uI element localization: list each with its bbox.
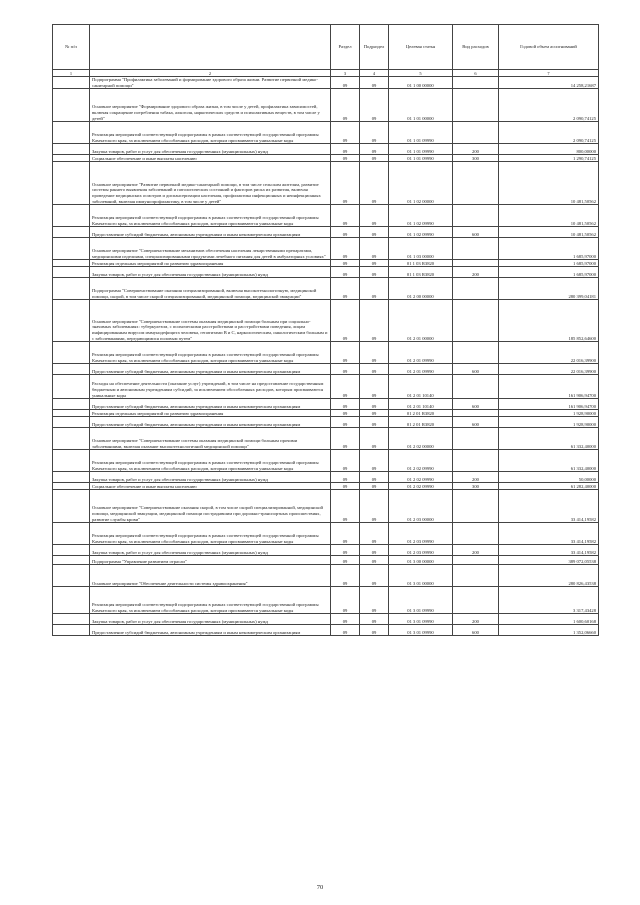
row-expense-type: 600: [453, 364, 499, 375]
row-name: Закупка товаров, работ и услуг для обеспечения государственных (муниципальных) нужд: [90, 144, 331, 155]
row-amount: 161 906,94700: [499, 375, 599, 399]
row-expense-type: 600: [453, 417, 499, 428]
row-expense-type: [453, 238, 499, 260]
row-number: [53, 587, 90, 614]
header-amount: Годовой объем ассигнований: [499, 25, 599, 70]
row-expense-type: [453, 556, 499, 565]
column-number: 1: [53, 70, 90, 77]
header-target-article: Целевая статья: [389, 25, 453, 70]
row-number: [53, 144, 90, 155]
row-target-article: 01 3 01 09990: [389, 614, 453, 625]
row-subsection: 09: [360, 614, 389, 625]
row-section: 09: [331, 483, 360, 490]
row-amount: 280 399,04181: [499, 278, 599, 300]
table-row: [53, 300, 599, 342]
header-name: [90, 25, 331, 70]
row-section: 09: [331, 260, 360, 267]
row-subsection: 09: [360, 428, 389, 450]
row-subsection: 09: [360, 300, 389, 342]
row-section: 09: [331, 428, 360, 450]
row-number: [53, 342, 90, 364]
row-number: [53, 162, 90, 205]
column-number: 2: [90, 70, 331, 77]
table-row: [53, 556, 599, 565]
row-subsection: 09: [360, 238, 389, 260]
row-expense-type: [453, 450, 499, 472]
row-expense-type: 200: [453, 545, 499, 556]
row-name: Основное мероприятие "Совершенствование системы оказания медицинской помощи больным прочими заболеваниями, включая оказание высокотехнологичной медицинской помощи": [90, 428, 331, 450]
row-section: 09: [331, 523, 360, 545]
row-section: 09: [331, 227, 360, 238]
row-number: [53, 227, 90, 238]
row-subsection: 09: [360, 450, 389, 472]
row-amount: 2 090,74125: [499, 89, 599, 122]
row-number: [53, 122, 90, 144]
row-number: [53, 614, 90, 625]
row-subsection: 09: [360, 556, 389, 565]
row-section: 09: [331, 614, 360, 625]
table-row: [53, 483, 599, 490]
row-name: Закупка товаров, работ и услуг для обеспечения государственных (муниципальных) нужд: [90, 614, 331, 625]
table-row: [53, 428, 599, 450]
row-name: Реализация мероприятий соответствующей подпрограммы в рамках соответствующей государственной программы Камчатского края, за исключением обособленных расходов, которым присваиваются уникальные коды: [90, 523, 331, 545]
table-row: [53, 565, 599, 587]
row-number: [53, 267, 90, 278]
row-target-article: 01 2 03 00000: [389, 490, 453, 523]
row-section: 09: [331, 375, 360, 399]
row-expense-type: 200: [453, 267, 499, 278]
table-row: [53, 625, 599, 636]
row-name: Расходы на обеспечение деятельности (оказание услуг) учреждений, в том числе на предоставление государственным бюджетным и автономным учреждениям субсидий, за исключением обособленных расходов, которым присваиваются уникальные коды: [90, 375, 331, 399]
row-amount: 389 072,05538: [499, 556, 599, 565]
row-amount: 185 852,64600: [499, 300, 599, 342]
row-subsection: 09: [360, 417, 389, 428]
row-section: 09: [331, 300, 360, 342]
row-target-article: 01 2 01 00000: [389, 300, 453, 342]
row-expense-type: [453, 77, 499, 89]
row-target-article: 01 1 00 00000: [389, 77, 453, 89]
row-expense-type: [453, 587, 499, 614]
row-target-article: 01 2 01 09990: [389, 364, 453, 375]
row-section: 09: [331, 342, 360, 364]
row-name: Основное мероприятие "Обеспечение деятельности системы здравоохранения": [90, 565, 331, 587]
table-row: [53, 267, 599, 278]
row-expense-type: [453, 122, 499, 144]
table-row: [53, 399, 599, 410]
row-subsection: 09: [360, 89, 389, 122]
row-target-article: 01 1 02 09990: [389, 205, 453, 227]
row-amount: 1 600,60168: [499, 614, 599, 625]
row-name: Основное мероприятие "Совершенствование механизмов обеспечения населения лекарственными препаратами, медицинскими изделиями, специализированными продуктами лечебного питания для детей в амбулаторных условиях": [90, 238, 331, 260]
column-number: 4: [360, 70, 389, 77]
row-expense-type: 600: [453, 227, 499, 238]
row-subsection: 09: [360, 278, 389, 300]
row-section: 09: [331, 278, 360, 300]
row-number: [53, 556, 90, 565]
row-target-article: 01 1 03 R3820: [389, 267, 453, 278]
table-row: [53, 122, 599, 144]
row-name: Основное мероприятие "Совершенствование системы оказания медицинской помощи больным при социально-значимых заболеваниях: туберкулезом, с психическими расстройствами и расстройствами поведения, лицам инфицированным вирусом иммунодефицита человека, гепатитами B и C, наркологическим, онкологическим больным и с заболеваниями, передающимися половым путем": [90, 300, 331, 342]
row-subsection: 09: [360, 483, 389, 490]
table-row: [53, 205, 599, 227]
row-name: Подпрограмма "Профилактика заболеваний и формирование здорового образа жизни. Развитие первичной медико-санитарной помощи": [90, 77, 331, 89]
row-target-article: 01 2 02 09990: [389, 472, 453, 483]
row-number: [53, 238, 90, 260]
row-section: 09: [331, 155, 360, 162]
row-amount: 22 016,39900: [499, 364, 599, 375]
row-subsection: 09: [360, 155, 389, 162]
row-amount: 33 414,19582: [499, 523, 599, 545]
row-number: [53, 155, 90, 162]
row-number: [53, 278, 90, 300]
row-expense-type: [453, 490, 499, 523]
row-name: Предоставление субсидий бюджетным, автономным учреждениям и иным некоммерческим организациям: [90, 227, 331, 238]
row-expense-type: [453, 260, 499, 267]
table-row: [53, 227, 599, 238]
table-row: [53, 545, 599, 556]
row-section: 09: [331, 556, 360, 565]
row-target-article: 01 1 03 R3820: [389, 260, 453, 267]
column-number: 6: [453, 70, 499, 77]
row-expense-type: [453, 89, 499, 122]
row-number: [53, 260, 90, 267]
row-subsection: 09: [360, 375, 389, 399]
row-amount: 2 090,74125: [499, 122, 599, 144]
row-name: Закупка товаров, работ и услуг для обеспечения государственных (муниципальных) нужд: [90, 267, 331, 278]
row-target-article: 01 2 02 09990: [389, 483, 453, 490]
table-row: [53, 375, 599, 399]
row-expense-type: [453, 300, 499, 342]
row-subsection: 09: [360, 523, 389, 545]
row-expense-type: [453, 205, 499, 227]
header-subsection: Подраздел: [360, 25, 389, 70]
row-expense-type: [453, 428, 499, 450]
row-name: Социальное обеспечение и иные выплаты населению: [90, 155, 331, 162]
row-target-article: 01 2 02 09990: [389, 450, 453, 472]
table-row: [53, 155, 599, 162]
row-subsection: 09: [360, 162, 389, 205]
row-amount: 1 685,97000: [499, 267, 599, 278]
table-row: [53, 472, 599, 483]
row-amount: 50,00000: [499, 472, 599, 483]
row-name: Подпрограмма "Управление развитием отрасли": [90, 556, 331, 565]
row-expense-type: [453, 410, 499, 417]
row-expense-type: 300: [453, 483, 499, 490]
row-expense-type: [453, 375, 499, 399]
row-section: 09: [331, 122, 360, 144]
row-target-article: 01 2 01 10140: [389, 399, 453, 410]
row-section: 09: [331, 267, 360, 278]
row-section: 09: [331, 472, 360, 483]
row-target-article: 01 2 00 00000: [389, 278, 453, 300]
row-number: [53, 565, 90, 587]
row-name: Закупка товаров, работ и услуг для обеспечения государственных (муниципальных) нужд: [90, 545, 331, 556]
row-name: Реализация отдельных мероприятий по развитию здравоохранения: [90, 410, 331, 417]
row-number: [53, 77, 90, 89]
row-target-article: 01 2 03 09990: [389, 545, 453, 556]
row-target-article: 01 2 01 R3820: [389, 410, 453, 417]
row-expense-type: 200: [453, 144, 499, 155]
header-section: Раздел: [331, 25, 360, 70]
row-amount: 14 258,21687: [499, 77, 599, 89]
row-subsection: 09: [360, 364, 389, 375]
row-target-article: 01 3 01 00000: [389, 565, 453, 587]
budget-sheet: [52, 24, 598, 636]
row-section: 09: [331, 450, 360, 472]
column-number: 7: [499, 70, 599, 77]
row-name: Предоставление субсидий бюджетным, автономным учреждениям и иным некоммерческим организациям: [90, 399, 331, 410]
row-target-article: 01 3 01 09990: [389, 625, 453, 636]
row-number: [53, 399, 90, 410]
row-section: 09: [331, 399, 360, 410]
row-target-article: 01 2 03 09990: [389, 523, 453, 545]
row-number: [53, 450, 90, 472]
row-amount: 1 928,90000: [499, 417, 599, 428]
row-target-article: 01 1 03 00000: [389, 238, 453, 260]
row-name: Основное мероприятие "Совершенствование оказания скорой, в том числе скорой специализированной, медицинской помощи, медицинской эвакуации, медицинской помощи пострадавшим при дорожно-транспортных происшествиях, развитие службы крови": [90, 490, 331, 523]
row-subsection: 09: [360, 122, 389, 144]
row-amount: 3 317,43428: [499, 587, 599, 614]
row-expense-type: [453, 162, 499, 205]
row-subsection: 09: [360, 205, 389, 227]
row-amount: 33 414,19582: [499, 490, 599, 523]
row-section: 09: [331, 144, 360, 155]
table-row: [53, 450, 599, 472]
table-row: [53, 144, 599, 155]
table-row: [53, 417, 599, 428]
row-amount: 10 481,50562: [499, 205, 599, 227]
table-row: [53, 77, 599, 89]
row-subsection: 09: [360, 342, 389, 364]
row-section: 09: [331, 625, 360, 636]
row-target-article: 01 3 00 00000: [389, 556, 453, 565]
row-number: [53, 205, 90, 227]
row-subsection: 09: [360, 490, 389, 523]
table-row: [53, 89, 599, 122]
row-section: 09: [331, 565, 360, 587]
header-num: № п/п: [53, 25, 90, 70]
row-subsection: 09: [360, 410, 389, 417]
column-number-row: [53, 70, 599, 77]
row-section: 09: [331, 162, 360, 205]
table-row: [53, 260, 599, 267]
row-amount: 800,00000: [499, 144, 599, 155]
column-number: 5: [389, 70, 453, 77]
table-row: [53, 523, 599, 545]
row-number: [53, 300, 90, 342]
row-amount: 1 290,74125: [499, 155, 599, 162]
row-number: [53, 375, 90, 399]
row-subsection: 09: [360, 260, 389, 267]
row-name: Закупка товаров, работ и услуг для обеспечения государственных (муниципальных) нужд: [90, 472, 331, 483]
row-expense-type: 200: [453, 614, 499, 625]
table-row: [53, 162, 599, 205]
row-expense-type: [453, 342, 499, 364]
row-subsection: 09: [360, 227, 389, 238]
row-target-article: 01 1 01 00000: [389, 89, 453, 122]
table-row: [53, 342, 599, 364]
row-name: Реализация отдельных мероприятий по развитию здравоохранения: [90, 260, 331, 267]
column-number: 3: [331, 70, 360, 77]
row-name: Предоставление субсидий бюджетным, автономным учреждениям и иным некоммерческим организациям: [90, 364, 331, 375]
row-name: Реализация мероприятий соответствующей подпрограммы в рамках соответствующей государственной программы Камчатского края, за исключением обособленных расходов, которым присваиваются уникальные коды: [90, 587, 331, 614]
row-section: 09: [331, 410, 360, 417]
row-section: 09: [331, 89, 360, 122]
row-section: 09: [331, 77, 360, 89]
row-target-article: 01 3 01 09990: [389, 587, 453, 614]
row-target-article: 01 1 02 09990: [389, 227, 453, 238]
row-number: [53, 89, 90, 122]
row-amount: 61 332,40000: [499, 428, 599, 450]
row-amount: 61 282,40000: [499, 483, 599, 490]
row-name: Основное мероприятие "Формирование здорового образа жизни, в том числе у детей, профилактика зависимостей, включая сокращение потребления табака, алкоголя, наркотических средств и психоактивных веществ, в том числе у детей": [90, 89, 331, 122]
row-section: 09: [331, 545, 360, 556]
row-target-article: 01 2 01 R3820: [389, 417, 453, 428]
row-target-article: 01 2 01 10140: [389, 375, 453, 399]
row-expense-type: 600: [453, 625, 499, 636]
table-row: [53, 614, 599, 625]
row-expense-type: [453, 523, 499, 545]
row-name: Основное мероприятие "Развитие первичной медико-санитарной помощи, в том числе сельским жителям, развитие системы раннего выявления заболеваний и патологических состояний и факторов риска их развития, включая проведение медицинских осмотров и диспансеризации населения, профилактика инфекционных и неинфекционных заболеваний, включая иммунопрофилактику, в том числе у детей": [90, 162, 331, 205]
row-subsection: 09: [360, 587, 389, 614]
table-row: [53, 587, 599, 614]
row-amount: 10 481,50562: [499, 162, 599, 205]
row-name: Реализация мероприятий соответствующей подпрограммы в рамках соответствующей государственной программы Камчатского края, за исключением обособленных расходов, которым присваиваются уникальные коды: [90, 122, 331, 144]
row-number: [53, 472, 90, 483]
row-amount: 161 906,94700: [499, 399, 599, 410]
row-section: 09: [331, 587, 360, 614]
row-section: 09: [331, 417, 360, 428]
row-amount: 1 685,97000: [499, 238, 599, 260]
table-row: [53, 364, 599, 375]
row-subsection: 09: [360, 545, 389, 556]
row-number: [53, 545, 90, 556]
row-subsection: 09: [360, 399, 389, 410]
row-amount: 61 332,40000: [499, 450, 599, 472]
row-expense-type: 600: [453, 399, 499, 410]
row-number: [53, 417, 90, 428]
row-amount: 1 352,06660: [499, 625, 599, 636]
row-target-article: 01 1 01 09990: [389, 155, 453, 162]
row-amount: 33 414,19582: [499, 545, 599, 556]
row-amount: 1 685,97000: [499, 260, 599, 267]
row-expense-type: [453, 278, 499, 300]
row-target-article: 01 2 02 00000: [389, 428, 453, 450]
row-target-article: 01 1 01 09990: [389, 144, 453, 155]
row-amount: 22 016,39900: [499, 342, 599, 364]
row-name: Подпрограмма "Совершенствование оказания специализированной, включая высокотехнологичную, медицинской помощи, скорой, в том числе скорой специализированной, медицинской помощи, медицинской эвакуации": [90, 278, 331, 300]
row-subsection: 09: [360, 77, 389, 89]
row-number: [53, 428, 90, 450]
row-subsection: 09: [360, 267, 389, 278]
table-row: [53, 490, 599, 523]
row-number: [53, 364, 90, 375]
row-name: Социальное обеспечение и иные выплаты населению: [90, 483, 331, 490]
table-row: [53, 238, 599, 260]
row-name: Предоставление субсидий бюджетным, автономным учреждениям и иным некоммерческим организациям: [90, 625, 331, 636]
row-amount: 1 928,90000: [499, 410, 599, 417]
row-name: Реализация мероприятий соответствующей подпрограммы в рамках соответствующей государственной программы Камчатского края, за исключением обособленных расходов, которым присваиваются уникальные коды: [90, 342, 331, 364]
table-row: [53, 278, 599, 300]
row-number: [53, 483, 90, 490]
row-subsection: 09: [360, 472, 389, 483]
row-subsection: 09: [360, 625, 389, 636]
row-section: 09: [331, 490, 360, 523]
row-amount: 10 481,50562: [499, 227, 599, 238]
row-expense-type: [453, 565, 499, 587]
row-amount: 280 826,43538: [499, 565, 599, 587]
row-number: [53, 625, 90, 636]
row-name: Реализация мероприятий соответствующей подпрограммы в рамках соответствующей государственной программы Камчатского края, за исключением обособленных расходов, которым присваиваются уникальные коды: [90, 450, 331, 472]
page-number: 70: [316, 884, 324, 891]
row-section: 09: [331, 238, 360, 260]
row-subsection: 09: [360, 565, 389, 587]
budget-table: [52, 24, 599, 636]
row-number: [53, 410, 90, 417]
row-expense-type: 200: [453, 472, 499, 483]
row-target-article: 01 1 02 00000: [389, 162, 453, 205]
row-section: 09: [331, 205, 360, 227]
row-number: [53, 523, 90, 545]
row-name: Предоставление субсидий бюджетным, автономным учреждениям и иным некоммерческим организациям: [90, 417, 331, 428]
row-name: Реализация мероприятий соответствующей подпрограммы в рамках соответствующей государственной программы Камчатского края, за исключением обособленных расходов, которым присваиваются уникальные коды: [90, 205, 331, 227]
row-target-article: 01 1 01 09990: [389, 122, 453, 144]
row-target-article: 01 2 01 09990: [389, 342, 453, 364]
row-expense-type: 300: [453, 155, 499, 162]
header-expense-type: Вид расходов: [453, 25, 499, 70]
table-row: [53, 410, 599, 417]
row-subsection: 09: [360, 144, 389, 155]
row-section: 09: [331, 364, 360, 375]
row-number: [53, 490, 90, 523]
table-header-row: [53, 25, 599, 70]
